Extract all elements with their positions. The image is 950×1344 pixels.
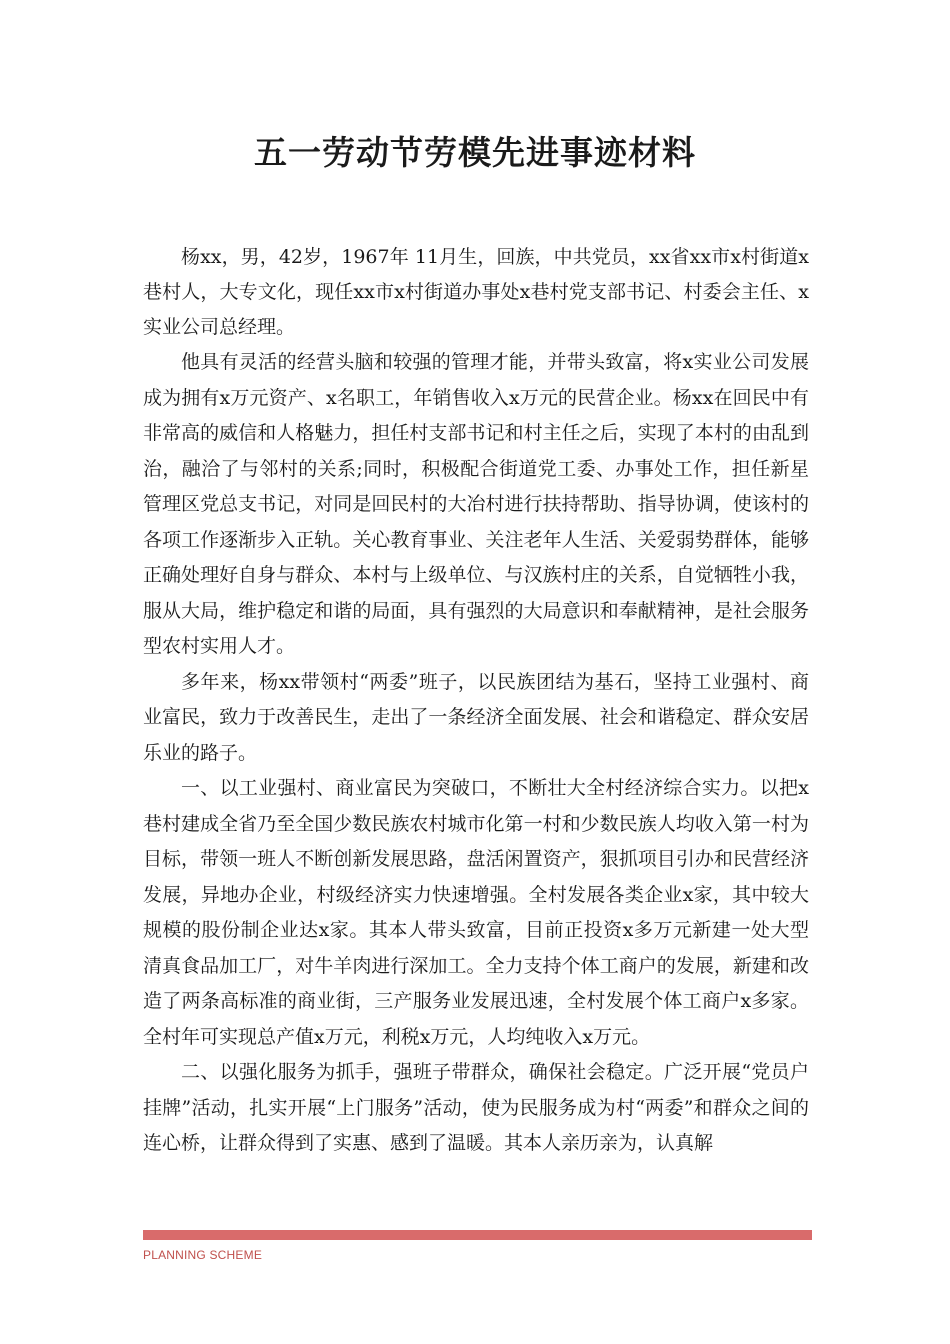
footer-label: PLANNING SCHEME	[143, 1248, 263, 1262]
paragraph-management: 他具有灵活的经营头脑和较强的管理才能，并带头致富，将x实业公司发展成为拥有x万元资产、x名职工，年销售收入x万元的民营企业。杨xx在回民中有非常高的威信和人格魅力，担任村支部书记和村主任之后，实现了本村的由乱到治，融洽了与邻村的关系;同时，积极配合街道党工委、办事处工作，担任新星管理区党总支书记，对同是回民村的大冶村进行扶持帮助、指导协调，使该村的各项工作逐渐步入正轨。关心教育事业、关注老年人生活、关爱弱势群体，能够正确处理好自身与群众、本村与上级单位、与汉族村庄的关系，自觉牺牲小我，服从大局，维护稳定和谐的局面，具有强烈的大局意识和奉献精神，是社会服务型农村实用人才。	[143, 351, 809, 657]
document-body	[143, 240, 809, 1162]
paragraph-section-one: 一、以工业强村、商业富民为突破口，不断壮大全村经济综合实力。以把x巷村建成全省乃至全国少数民族农村城市化第一村和少数民族人均收入第一村为目标，带领一班人不断创新发展思路，盘活闲置资产，狠抓项目引办和民营经济发展，异地办企业，村级经济实力快速增强。全村发展各类企业x家，其中较大规模的股份制企业达x家。其本人带头致富，目前正投资x多万元新建一处大型清真食品加工厂，对牛羊肉进行深加工。全力支持个体工商户的发展，新建和改造了两条高标准的商业街，三产服务业发展迅速，全村发展个体工商户x多家。全村年可实现总产值x万元，利税x万元，人均纯收入x万元。	[143, 777, 809, 1048]
footer-divider	[143, 1230, 812, 1240]
paragraph-leadership: 多年来，杨xx带领村“两委”班子，以民族团结为基石，坚持工业强村、商业富民，致力于改善民生，走出了一条经济全面发展、社会和谐稳定、群众安居乐业的路子。	[143, 670, 809, 764]
paragraph-intro: 杨xx，男，42岁，1967年 11月生，回族，中共党员，xx省xx市x村街道x巷村人，大专文化，现任xx市x村街道办事处x巷村党支部书记、村委会主任、x实业公司总经理。	[143, 246, 809, 338]
page-title: 五一劳动节劳模先进事迹材料	[254, 133, 696, 172]
paragraph-section-two: 二、以强化服务为抓手，强班子带群众，确保社会稳定。广泛开展“党员户挂牌”活动，扎实开展“上门服务”活动，使为民服务成为村“两委”和群众之间的连心桥，让群众得到了实惠、感到了温暖。其本人亲历亲为，认真解	[143, 1061, 809, 1154]
